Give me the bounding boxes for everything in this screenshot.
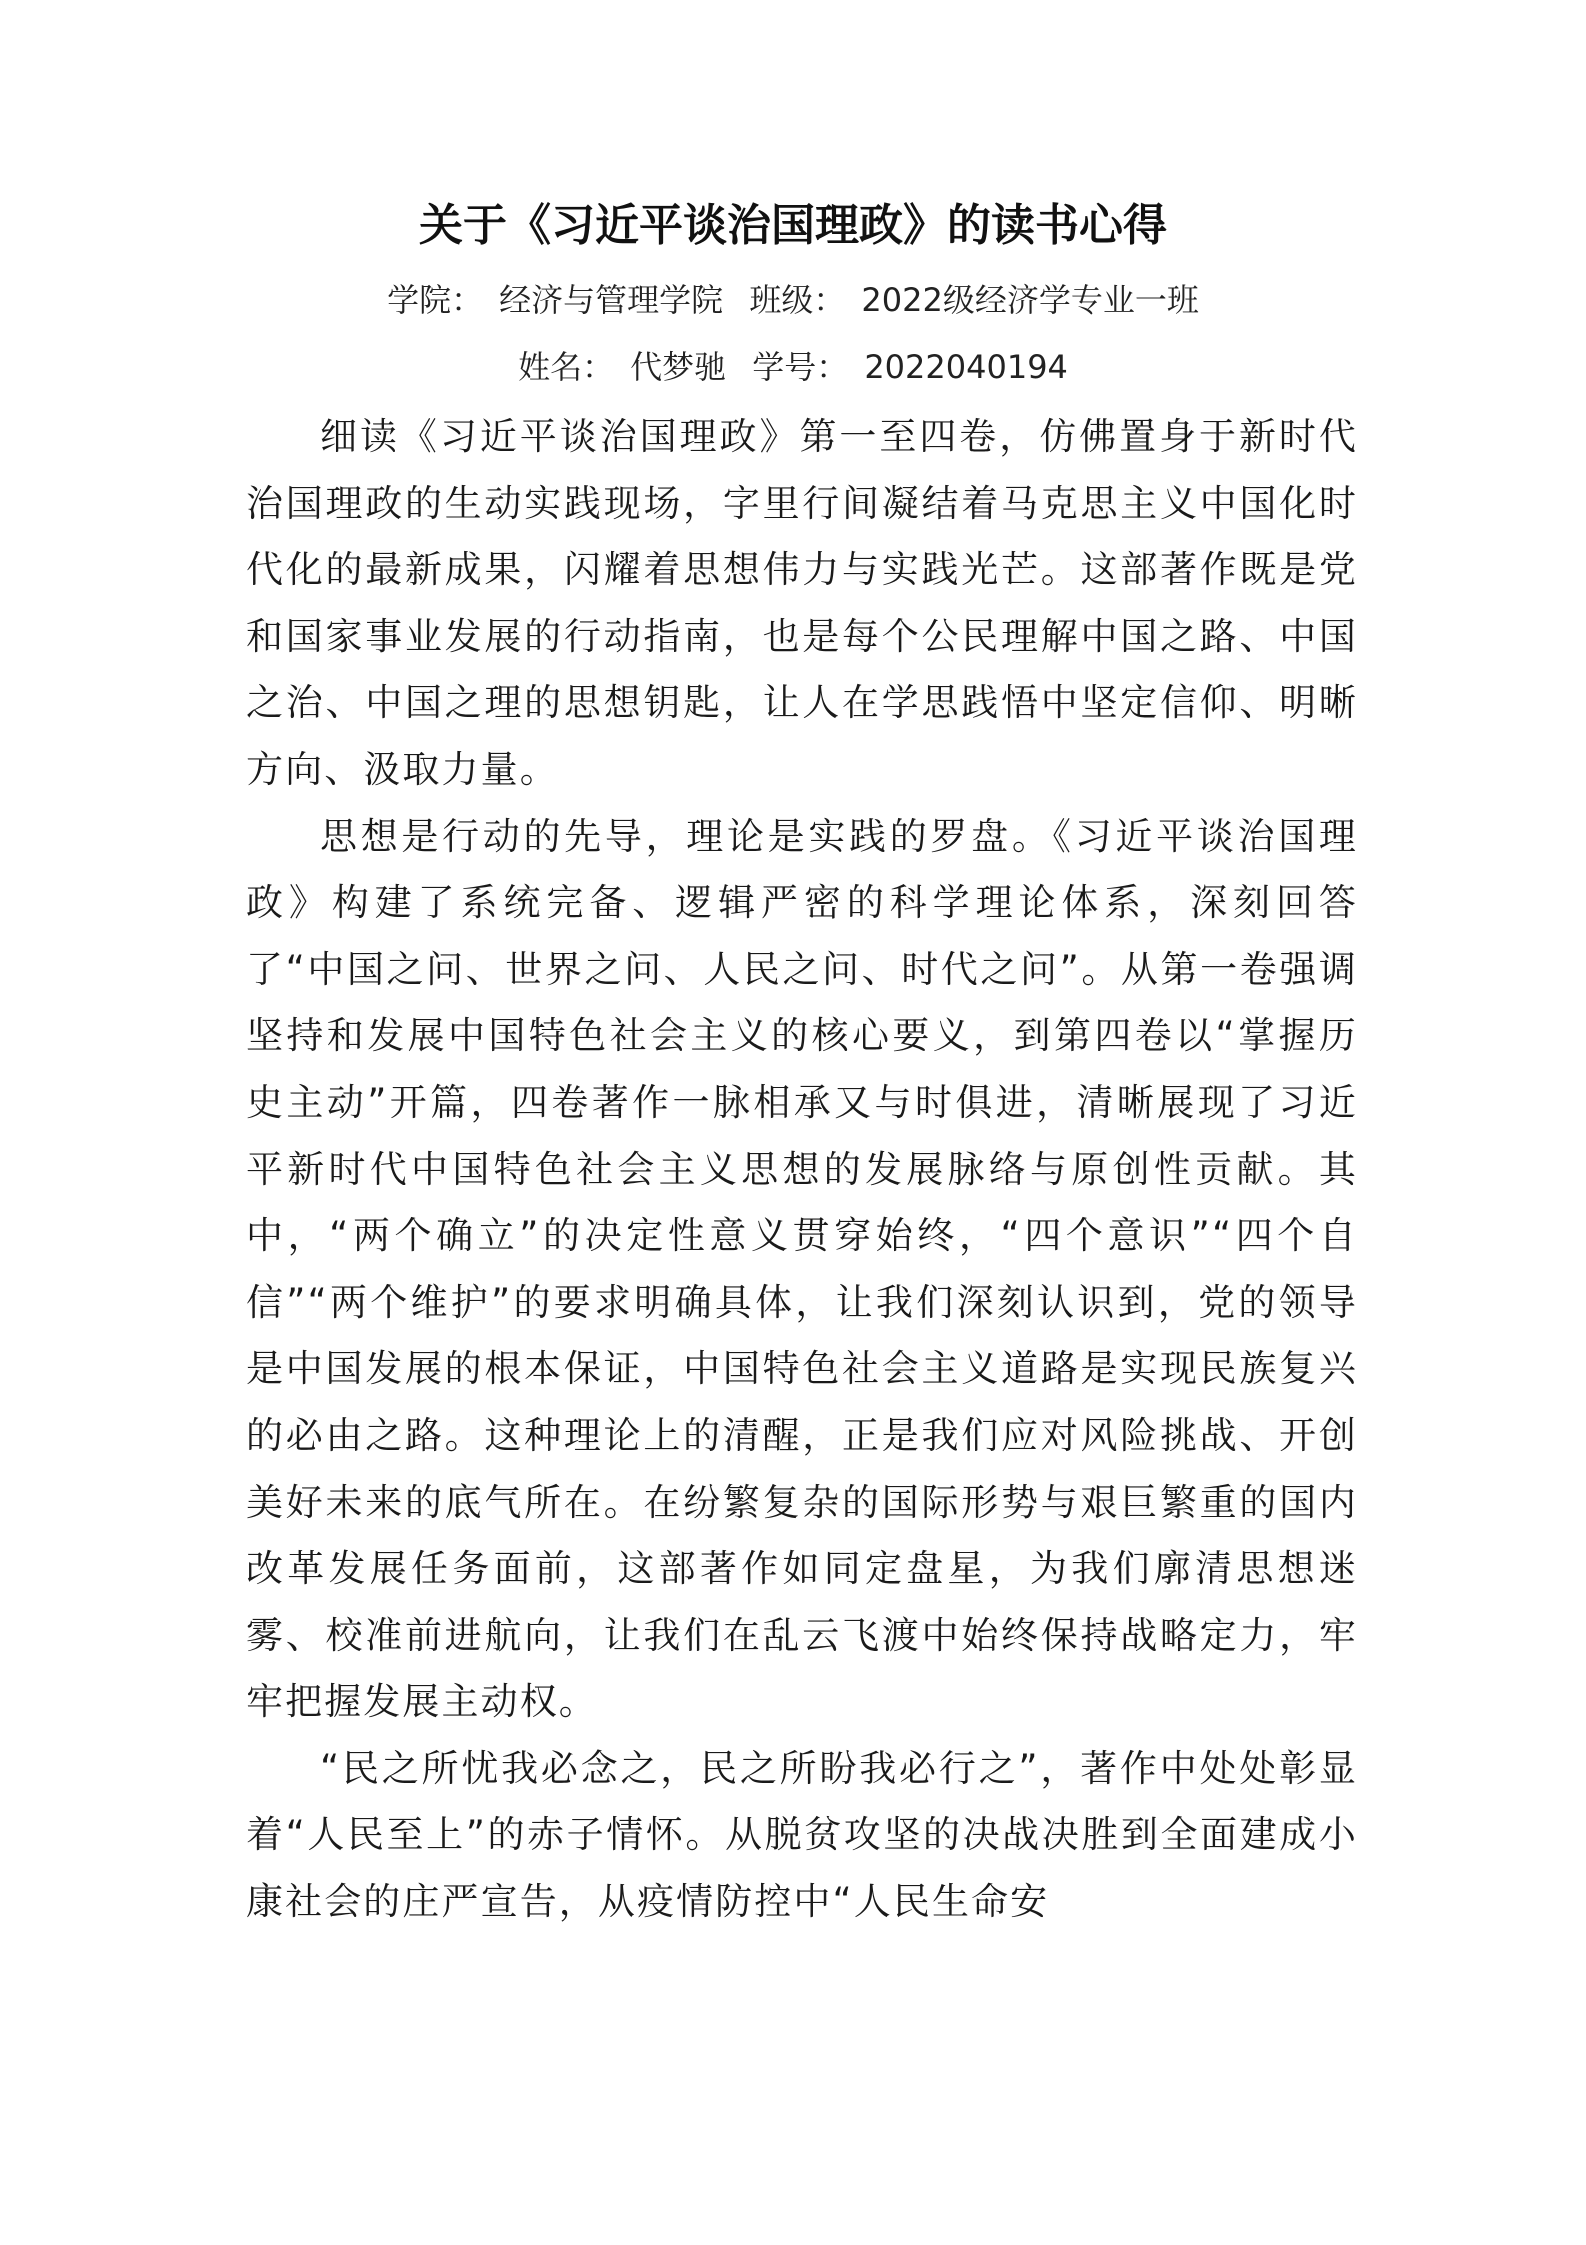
student-id-field [752,348,1068,386]
name-label: 姓名： [518,348,615,386]
college-label: 学院： [387,281,484,319]
author-affiliation-line [0,278,1586,322]
author-identity-line [0,345,1586,389]
document-body [246,404,1358,1936]
student-id-label: 学号： [752,348,849,386]
college-value: 经济与管理学院 [499,281,724,319]
body-paragraph: 思想是行动的先导，理论是实践的罗盘。《习近平谈治国理政》构建了系统完备、逻辑严密的科学理论体系，深刻回答了“中国之问、世界之问、人民之问、时代之问”。从第一卷强调坚持和发展中国特色社会主义的核心要义，到第四卷以“掌握历史主动”开篇，四卷著作一脉相承又与时俱进，清晰展现了习近平新时代中国特色社会主义思想的发展脉络与原创性贡献。其中，“两个确立”的决定性意义贯穿始终，“四个意识”“四个自信”“两个维护”的要求明确具体，让我们深刻认识到，党的领导是中国发展的根本保证，中国特色社会主义道路是实现民族复兴的必由之路。这种理论上的清醒，正是我们应对风险挑战、开创美好未来的底气所在。在纷繁复杂的国际形势与艰巨繁重的国内改革发展任务面前，这部著作如同定盘星，为我们廓清思想迷雾、校准前进航向，让我们在乱云飞渡中始终保持战略定力，牢牢把握发展主动权。 [246,814,1358,1724]
class-label: 班级： [749,281,846,319]
class-field [749,281,1198,319]
student-id-value: 2022040194 [864,348,1068,386]
document-title: 关于《习近平谈治国理政》的读书心得 [419,200,1167,251]
name-field [518,348,726,386]
name-value: 代梦驰 [630,348,727,386]
college-field [387,281,723,319]
body-paragraph: 细读《习近平谈治国理政》第一至四卷，仿佛置身于新时代治国理政的生动实践现场，字里行间凝结着马克思主义中国化时代化的最新成果，闪耀着思想伟力与实践光芒。这部著作既是党和国家事业发展的行动指南，也是每个公民理解中国之路、中国之治、中国之理的思想钥匙，让人在学思践悟中坚定信仰、明晰方向、汲取力量。 [246,415,1358,791]
class-value: 2022级经济学专业一班 [861,281,1199,319]
body-paragraph: “民之所忧我必念之，民之所盼我必行之”，著作中处处彰显着“人民至上”的赤子情怀。从脱贫攻坚的决战决胜到全面建成小康社会的庄严宣告，从疫情防控中“人民生命安 [246,1746,1358,1924]
